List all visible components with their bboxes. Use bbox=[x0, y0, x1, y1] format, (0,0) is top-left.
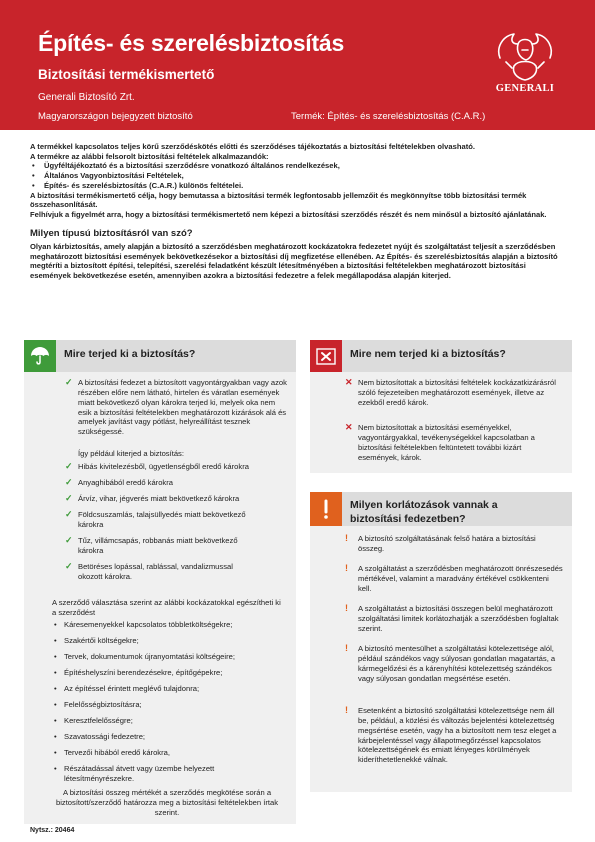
exclamation-icon: ! bbox=[345, 563, 348, 573]
insured-sum-note: A biztosítási összeg mértékét a szerződés megkötése során a biztosított/szerződő határozza meg a biztosítási feltételekben írtak szerint. bbox=[55, 788, 279, 817]
intro-paragraph: A termékkel kapcsolatos teljes körű szerződéskötés előtti és szerződéses tájékoztatás a biztosítási feltételekben olvasható. bbox=[30, 142, 475, 151]
limit-item: ! A biztosító mentesülhet a szolgáltatási kötelezettsége alól, például szándékos vagy súlyosan gondatlan magatartás, a kármegelőzési és a kárenyhítési kötelezettség szándékos vagy súlyosan gondatlan megsértése esetén. bbox=[345, 643, 556, 683]
extras-intro: A szerződő választása szerint az alábbi kockázatokkal egészítheti ki a szerződést bbox=[52, 598, 281, 617]
not-covered-panel-title: Mire nem terjed ki a biztosítás? bbox=[350, 348, 506, 360]
exclamation-icon: ! bbox=[345, 533, 348, 543]
check-icon: ✓ bbox=[65, 461, 73, 471]
warning-icon bbox=[310, 492, 342, 526]
covered-example: ✓ Tűz, villámcsapás, robbanás miatt bekövetkező károkra bbox=[65, 535, 238, 555]
extra-item: • Építéshelyszíni berendezésekre, építőgépekre; bbox=[64, 668, 286, 678]
logo-wordmark: GENERALI bbox=[495, 83, 555, 94]
extra-item: • Az építéssel érintett meglévő tulajdonra; bbox=[64, 684, 286, 694]
page-subtitle: Biztosítási termékismertető bbox=[38, 67, 215, 82]
list-item: • Általános Vagyonbiztosítási Feltételek, bbox=[44, 171, 568, 181]
covered-main-item: ✓ A biztosítási fedezet a biztosított vagyontárgyakban vagy azok részében előre nem látható, hirtelen és váratlan események miatt bekövetkező olyan károkra terjed ki, melyek oka nem esik a biztosítási feltételekben meghatározott kizárások alá és amelyek javítást vagy pótlást, helyreállítást tesznek szükségessé. bbox=[65, 377, 287, 437]
intro-section bbox=[30, 142, 568, 281]
extra-item: • Részátadással átvett vagy üzembe helyezett létesítményrészekre. bbox=[64, 764, 249, 784]
exclamation-icon: ! bbox=[345, 603, 348, 613]
cross-mark-icon: ✕ bbox=[345, 377, 353, 387]
covered-example: ✓ Betöréses lopással, rablással, vandalizmussal okozott károkra. bbox=[65, 561, 233, 581]
limits-panel-title: Milyen korlátozások vannak a biztosítási fedezetben? bbox=[350, 499, 498, 526]
covered-panel-title: Mire terjed ki a biztosítás? bbox=[64, 348, 196, 360]
insurance-type-text: Olyan kárbiztosítás, amely alapján a biztosító a szerződésben meghatározott kockázatokra fedezetet nyújt és szolgáltatást teljesít a szerződésben meghatározott biztosítási események bekövetkezésekor a biztosítási díj megfizetése ellenében. Az Építés- és szerelésbiztosítás alapján a biztosító megtéríti a biztosított építési, telepítési, szerelési feladatként készült létesítményében a biztosítási feltételekben meghatározott biztosítási események bekövetkezése esetén, amennyiben azokra a biztosítási fedezetre a felek megállapodása alapján kiterjed. bbox=[30, 241, 558, 281]
covered-example: ✓ Földcsuszamlás, talajsüllyedés miatt bekövetkező károkra bbox=[65, 509, 246, 529]
check-icon: ✓ bbox=[65, 509, 73, 519]
limit-item: ! A szolgáltatást a biztosítási összegen belül meghatározott szolgáltatási limitek korlátozhatják a szerződésben foglaltak szerint. bbox=[345, 603, 559, 633]
check-icon: ✓ bbox=[65, 477, 73, 487]
not-covered-panel-header bbox=[310, 340, 572, 372]
registration-note: Magyarországon bejegyzett biztosító bbox=[38, 111, 193, 122]
extra-item: • Tervek, dokumentumok újranyomtatási költségeire; bbox=[64, 652, 286, 662]
document-code: Nytsz.: 20464 bbox=[30, 827, 75, 834]
check-icon: ✓ bbox=[65, 493, 73, 503]
extra-item: • Szavatossági fedezetre; bbox=[64, 732, 286, 742]
covered-example: ✓ Árvíz, vihar, jégverés miatt bekövetkező károkra bbox=[65, 493, 240, 503]
extra-item: • Tervezői hibából eredő károkra, bbox=[64, 748, 286, 758]
extra-item: • Szakértői költségekre; bbox=[64, 636, 286, 646]
limits-panel bbox=[310, 492, 572, 792]
exclamation-icon: ! bbox=[345, 643, 348, 653]
list-item: • Építés- és szerelésbiztosítás (C.A.R.) különös feltételei. bbox=[44, 181, 568, 191]
limits-panel-header bbox=[310, 492, 572, 526]
exclusion-item: ✕ Nem biztosítottak a biztosítási eseményekkel, vagyontárgyakkal, tevékenységekkel kapcsolatban a biztosítási feltételekben feltüntetett további kizárt események, károk. bbox=[345, 422, 535, 462]
exclusion-item: ✕ Nem biztosítottak a biztosítási feltételek kockázatkizárásról szóló fejezeteiben meghatározott események, illetve az ezekből eredő károk. bbox=[345, 377, 556, 407]
extra-item: • Káresemenyekkel kapcsolatos többletköltségekre; bbox=[64, 620, 286, 630]
limit-item: ! A szolgáltatást a szerződésben meghatározott önrészesedés mértékével, valamint a maradvány értékével csökkenteni kell. bbox=[345, 563, 563, 593]
extra-item: • Felelősségbiztosításra; bbox=[64, 700, 286, 710]
check-icon: ✓ bbox=[65, 561, 73, 571]
conditions-list bbox=[30, 161, 568, 190]
covered-panel-header bbox=[24, 340, 296, 372]
intro-paragraph: A biztosítási termékismertető célja, hogy bemutassa a biztosítási termék legfontosabb jellemzőit és megkönnyítse több biztosítási termék összehasonlítását. bbox=[30, 190, 527, 210]
generali-lion-logo bbox=[492, 28, 558, 84]
covered-example: ✓ Hibás kivitelezésből, ügyetlenségből eredő károkra bbox=[65, 461, 249, 471]
check-icon: ✓ bbox=[65, 535, 73, 545]
list-item: • Ügyféltájékoztató és a biztosítási szerződésre vonatkozó általános rendelkezések, bbox=[44, 161, 568, 171]
cross-mark-icon: ✕ bbox=[345, 422, 353, 432]
examples-intro: Így például kiterjed a biztosítás: bbox=[78, 449, 184, 458]
covered-panel bbox=[24, 340, 296, 824]
product-name: Termék: Építés- és szerelésbiztosítás (C.A.R.) bbox=[291, 111, 486, 122]
intro-paragraph: A termékre az alábbi felsorolt biztosítási feltételek alkalmazandók: bbox=[30, 151, 269, 161]
exclamation-icon: ! bbox=[345, 705, 348, 715]
header-banner bbox=[0, 0, 595, 130]
company-name: Generali Biztosító Zrt. bbox=[38, 92, 135, 103]
notice-paragraph: Felhívjuk a figyelmét arra, hogy a biztosítási termékismertető nem képezi a biztosítási szerződés részét és nem minősül a biztosító ajánlatának. bbox=[30, 210, 547, 220]
umbrella-icon bbox=[24, 340, 56, 372]
limit-item: ! A biztosító szolgáltatásának felső határa a biztosítási összeg. bbox=[345, 533, 536, 553]
page-title: Építés- és szerelésbiztosítás bbox=[38, 30, 345, 56]
cross-icon bbox=[310, 340, 342, 372]
not-covered-panel bbox=[310, 340, 572, 473]
limit-item: ! Esetenként a biztosító szolgáltatási kötelezettsége nem áll be, például, a közlési és változás bejelentési kötelezettség megsértése esetén, vagy ha a biztosított nem tesz eleget a kárbejelentéssel vagy állapotmegőrzéssel kapcsolatos kötelezettségének és emiatt lényeges körülmények kideríthetetlenekké válnak. bbox=[345, 705, 557, 765]
extra-item: • Keresztfelelősségre; bbox=[64, 716, 286, 726]
covered-example: ✓ Anyaghibából eredő károkra bbox=[65, 477, 173, 487]
insurance-type-heading: Milyen típusú biztosításról van szó? bbox=[30, 227, 193, 239]
check-icon: ✓ bbox=[65, 377, 73, 387]
